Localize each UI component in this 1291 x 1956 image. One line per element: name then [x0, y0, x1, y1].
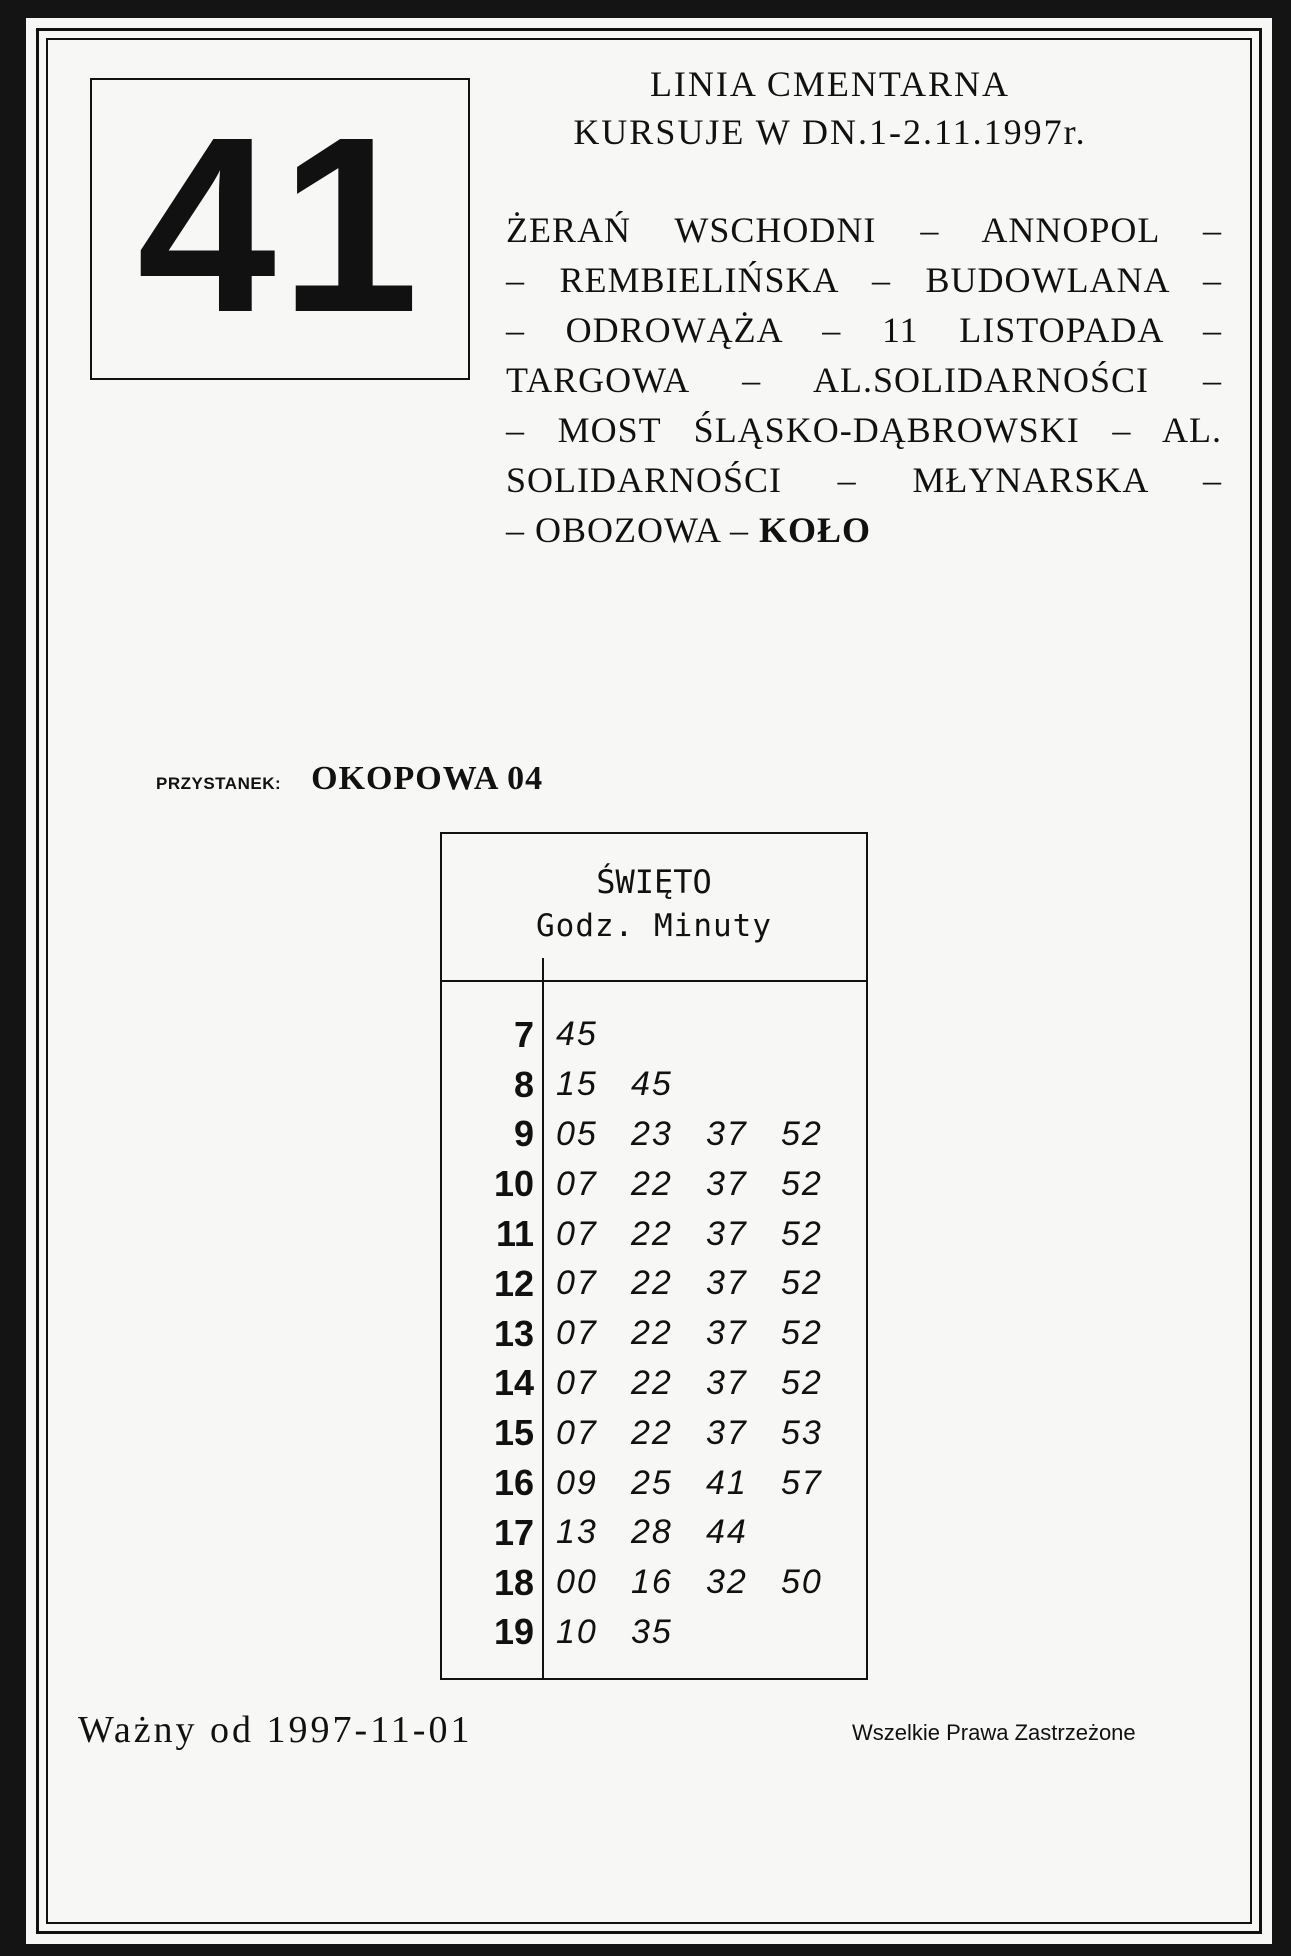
route-last-prefix: – OBOZOWA – [506, 510, 759, 550]
minute-value: 53 [781, 1413, 823, 1452]
day-type: ŚWIĘTO [596, 863, 712, 901]
timetable-row [442, 1408, 866, 1458]
timetable-row [442, 1060, 866, 1110]
timetable-row [442, 1209, 866, 1259]
timetable-row [442, 1010, 866, 1060]
route-line: – MOST ŚLĄSKO-DĄBROWSKI – AL. [506, 410, 1222, 450]
minute-value: 37 [706, 1114, 748, 1153]
minutes-cell [556, 1015, 631, 1054]
minute-value: 45 [556, 1015, 598, 1054]
minutes-cell [556, 1364, 856, 1403]
minute-value: 23 [631, 1114, 673, 1153]
minute-value: 52 [781, 1363, 823, 1402]
stop-row [156, 760, 543, 798]
hour-cell: 9 [513, 1113, 534, 1155]
line-number: 41 [136, 85, 424, 364]
route-line: – ODROWĄŻA – 11 LISTOPADA – [506, 310, 1222, 350]
minute-value: 22 [631, 1363, 673, 1402]
minutes-cell [556, 1215, 856, 1254]
header [500, 60, 1160, 156]
minute-value: 57 [781, 1463, 823, 1502]
route-line-last [506, 505, 1222, 555]
minute-value: 44 [706, 1513, 748, 1552]
route-line: SOLIDARNOŚCI – MŁYNARSKA – [506, 460, 1222, 500]
minute-value: 22 [631, 1264, 673, 1303]
minute-value: 07 [556, 1413, 598, 1452]
minute-value: 37 [706, 1214, 748, 1253]
timetable-header [442, 834, 866, 982]
minute-value: 35 [631, 1612, 673, 1651]
minute-value: 22 [631, 1214, 673, 1253]
hour-cell: 19 [493, 1611, 534, 1653]
minute-value: 37 [706, 1264, 748, 1303]
minute-value: 41 [706, 1463, 748, 1502]
timetable-rows [442, 1010, 866, 1657]
minute-value: 52 [781, 1314, 823, 1353]
rights-notice: Wszelkie Prawa Zastrzeżone [852, 1720, 1136, 1745]
minutes-cell [556, 1065, 706, 1104]
timetable-row [442, 1259, 866, 1309]
minute-value: 10 [556, 1612, 598, 1651]
minutes-cell [556, 1314, 856, 1353]
timetable-row [442, 1110, 866, 1160]
timetable-row [442, 1159, 866, 1209]
minute-value: 52 [781, 1214, 823, 1253]
minute-value: 37 [706, 1363, 748, 1402]
running-dates: KURSUJE W DN.1-2.11.1997r. [573, 112, 1087, 152]
minute-value: 07 [556, 1314, 598, 1353]
minutes-cell [556, 1563, 856, 1602]
minute-value: 07 [556, 1363, 598, 1402]
minute-value: 25 [631, 1463, 673, 1502]
hour-cell: 18 [493, 1561, 534, 1603]
route-terminus: KOŁO [759, 510, 872, 550]
hour-cell: 13 [493, 1312, 534, 1354]
valid-from: Ważny od 1997-11-01 [78, 1709, 473, 1751]
stop-label: PRZYSTANEK: [156, 774, 282, 793]
hour-cell: 12 [493, 1262, 534, 1304]
minutes-cell [556, 1414, 856, 1453]
minute-value: 37 [706, 1314, 748, 1353]
timetable-row [442, 1359, 866, 1409]
line-type-title: LINIA CMENTARNA [649, 64, 1011, 104]
hour-cell: 16 [493, 1462, 534, 1504]
route-description [506, 205, 1222, 555]
stop-name: OKOPOWA 04 [311, 760, 544, 797]
minutes-cell [556, 1115, 856, 1154]
timetable-row [442, 1608, 866, 1658]
hour-cell: 7 [513, 1013, 534, 1055]
minutes-cell [556, 1264, 856, 1303]
route-line: ŻERAŃ WSCHODNI – ANNOPOL – [506, 210, 1222, 250]
minutes-cell [556, 1513, 781, 1552]
route-line: TARGOWA – AL.SOLIDARNOŚCI – [506, 360, 1222, 400]
minute-value: 15 [556, 1065, 598, 1104]
minute-value: 28 [631, 1513, 673, 1552]
timetable-row [442, 1458, 866, 1508]
timetable [440, 832, 868, 1680]
hour-cell: 15 [493, 1412, 534, 1454]
hour-cell: 10 [493, 1163, 534, 1205]
minute-value: 37 [706, 1164, 748, 1203]
hour-cell: 17 [493, 1511, 534, 1553]
minute-value: 07 [556, 1164, 598, 1203]
minute-value: 09 [556, 1463, 598, 1502]
route-line: – REMBIELIŃSKA – BUDOWLANA – [506, 260, 1222, 300]
minute-value: 22 [631, 1164, 673, 1203]
minute-value: 07 [556, 1214, 598, 1253]
column-headers: Godz. Minuty [536, 908, 772, 944]
timetable-row [442, 1558, 866, 1608]
line-number-box [90, 78, 470, 380]
hour-cell: 14 [493, 1362, 534, 1404]
minute-value: 52 [781, 1264, 823, 1303]
minute-value: 52 [781, 1114, 823, 1153]
minute-value: 45 [631, 1065, 673, 1104]
minute-value: 37 [706, 1413, 748, 1452]
timetable-row [442, 1508, 866, 1558]
timetable-row [442, 1309, 866, 1359]
hour-cell: 8 [513, 1063, 534, 1105]
minute-value: 22 [631, 1314, 673, 1353]
minute-value: 13 [556, 1513, 598, 1552]
minute-value: 00 [556, 1563, 598, 1602]
minute-value: 52 [781, 1164, 823, 1203]
minute-value: 22 [631, 1413, 673, 1452]
minute-value: 05 [556, 1114, 598, 1153]
minutes-cell [556, 1464, 856, 1503]
hour-cell: 11 [495, 1213, 534, 1255]
minute-value: 50 [781, 1563, 823, 1602]
minute-value: 07 [556, 1264, 598, 1303]
minutes-cell [556, 1165, 856, 1204]
minute-value: 32 [706, 1563, 748, 1602]
minutes-cell [556, 1613, 706, 1652]
minute-value: 16 [631, 1563, 673, 1602]
